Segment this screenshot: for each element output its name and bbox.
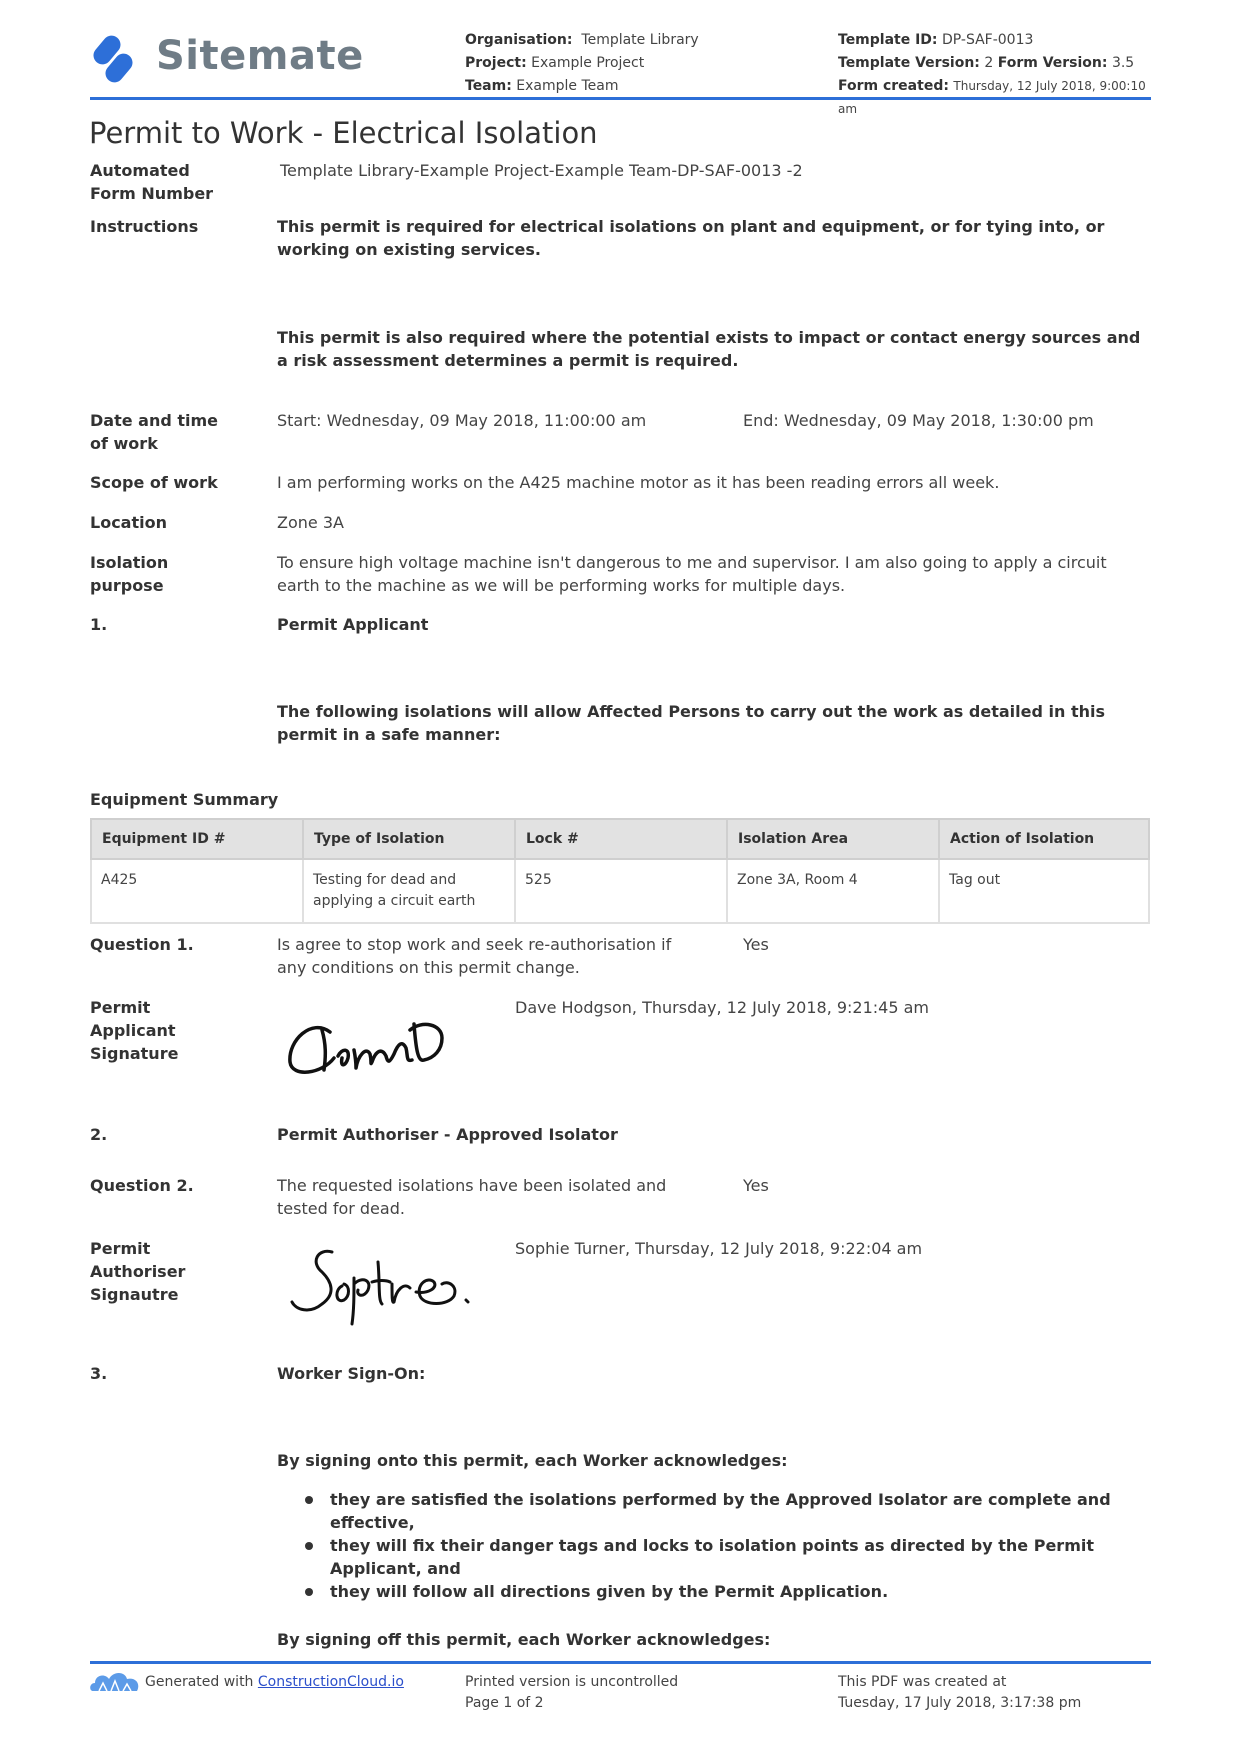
table-cell: A425: [91, 859, 303, 923]
form-number-label: Automated Form Number: [90, 161, 214, 203]
table-cell: Zone 3A, Room 4: [727, 859, 939, 923]
question-2-label: Question 2.: [90, 1176, 194, 1195]
column-header: Equipment ID #: [91, 819, 303, 859]
cloud-icon: [89, 1669, 141, 1693]
section-1-note: The following isolations will allow Affected Persons to carry out the work as detailed in this permit in a safe manner:: [277, 702, 1105, 744]
purpose-label: Isolation purpose: [90, 553, 169, 595]
column-header: Type of Isolation: [303, 819, 515, 859]
list-item: they will fix their danger tags and locks to isolation points as directed by the Permit Applicant, and: [330, 1534, 1150, 1580]
question-1-answer: Yes: [743, 935, 769, 954]
section-3-heading: Worker Sign-On:: [277, 1364, 426, 1383]
question-2-text: The requested isolations have been isolated and tested for dead.: [277, 1176, 667, 1218]
column-header: Isolation Area: [727, 819, 939, 859]
acknowledgement-list: [330, 1488, 1150, 1603]
brand-name: Sitemate: [156, 33, 364, 79]
page-title: Permit to Work - Electrical Isolation: [89, 116, 598, 150]
section-3-signoff: By signing off this permit, each Worker acknowledges:: [277, 1630, 771, 1649]
equipment-table: [90, 818, 1150, 924]
generated-with: Generated with ConstructionCloud.io: [145, 1674, 404, 1690]
applicant-signed-by: Dave Hodgson, Thursday, 12 July 2018, 9:21:45 am: [515, 998, 930, 1017]
print-notice: Printed version is uncontrolled Page 1 of 2: [465, 1672, 678, 1714]
end-datetime: End: Wednesday, 09 May 2018, 1:30:00 pm: [743, 411, 1094, 430]
applicant-signature-label: Permit Applicant Signature: [90, 998, 179, 1063]
purpose-value: To ensure high voltage machine isn't dangerous to me and supervisor. I am also going to apply a circuit earth to the machine as we will be performing works for multiple days.: [277, 553, 1107, 595]
section-1-heading: Permit Applicant: [277, 615, 429, 634]
start-datetime: Start: Wednesday, 09 May 2018, 11:00:00 am: [277, 411, 647, 430]
header-template-info: Template ID: DP-SAF-0013 Template Version: 2 Form Version: 3.5 Form created: Thursday, 12 July 2018, 9:00:10 am: [838, 32, 1146, 116]
section-3-number: 3.: [90, 1364, 108, 1383]
section-2-heading: Permit Authoriser - Approved Isolator: [277, 1125, 618, 1144]
column-header: Lock #: [515, 819, 727, 859]
instructions-text-1: This permit is required for electrical isolations on plant and equipment, or for tying into, or working on existing services.: [277, 217, 1105, 259]
scope-label: Scope of work: [90, 473, 218, 492]
sitemate-logo-icon: [92, 30, 140, 88]
datetime-label: Date and time of work: [90, 411, 219, 453]
question-1-label: Question 1.: [90, 935, 194, 954]
authoriser-signature-image: [288, 1244, 478, 1330]
page-number: Page 1 of 2: [465, 1695, 544, 1711]
header-rule: [90, 97, 1151, 100]
header-project-info: Organisation: Template Library Project: Example Project Team: Example Team: [465, 32, 699, 94]
pdf-created: This PDF was created at Tuesday, 17 July 2018, 3:17:38 pm: [838, 1674, 1082, 1711]
question-2-answer: Yes: [743, 1176, 769, 1195]
question-1-text: Is agree to stop work and seek re-authorisation if any conditions on this permit change.: [277, 935, 672, 977]
applicant-signature-image: [282, 1010, 462, 1086]
table-cell: Testing for dead and applying a circuit earth: [303, 859, 515, 923]
brand-logo: [92, 30, 140, 88]
location-value: Zone 3A: [277, 513, 344, 532]
section-3-intro: By signing onto this permit, each Worker acknowledges:: [277, 1451, 788, 1470]
constructioncloud-link[interactable]: ConstructionCloud.io: [257, 1674, 404, 1690]
authoriser-signed-by: Sophie Turner, Thursday, 12 July 2018, 9:22:04 am: [515, 1239, 923, 1258]
authoriser-signature-label: Permit Authoriser Signautre: [90, 1239, 186, 1304]
table-cell: Tag out: [939, 859, 1149, 923]
section-2-number: 2.: [90, 1125, 108, 1144]
bullet-icon: [305, 1588, 313, 1596]
bullet-icon: [305, 1542, 313, 1550]
instructions-text-2: This permit is also required where the potential exists to impact or contact energy sources and a risk assessment determines a permit is required.: [277, 328, 1141, 370]
scope-value: I am performing works on the A425 machine motor as it has been reading errors all week.: [277, 473, 1000, 492]
footer-rule: [90, 1661, 1151, 1664]
equipment-table-header: [91, 819, 1149, 859]
section-1-number: 1.: [90, 615, 108, 634]
list-item: they are satisfied the isolations performed by the Approved Isolator are complete and effective,: [330, 1488, 1150, 1534]
handwritten-signature-icon: [282, 1010, 462, 1086]
equipment-summary-title: Equipment Summary: [90, 790, 279, 809]
location-label: Location: [90, 513, 167, 532]
table-row: [91, 859, 1149, 923]
bullet-icon: [305, 1496, 313, 1504]
table-cell: 525: [515, 859, 727, 923]
instructions-label: Instructions: [90, 217, 199, 236]
list-item: they will follow all directions given by the Permit Application.: [330, 1580, 1150, 1603]
handwritten-signature-icon: [288, 1244, 478, 1330]
form-number-value: Template Library-Example Project-Example Team-DP-SAF-0013 -2: [280, 161, 803, 180]
column-header: Action of Isolation: [939, 819, 1149, 859]
